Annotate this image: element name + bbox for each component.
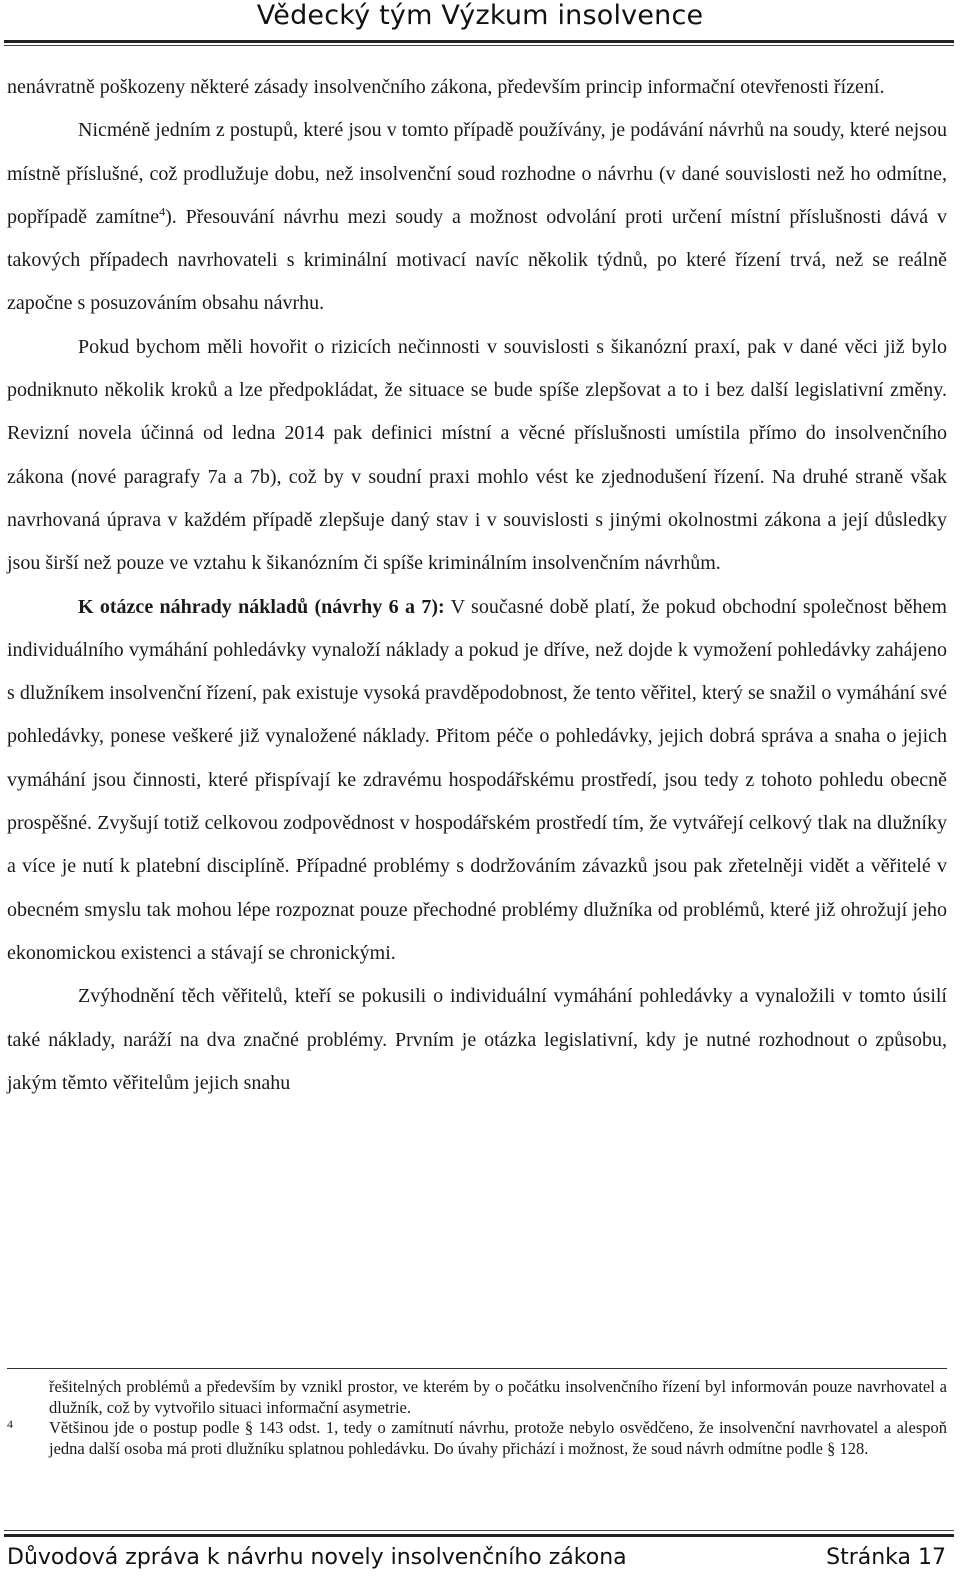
page-footer	[0, 1530, 960, 1584]
footnote-4	[7, 1418, 947, 1459]
section-heading-naklady: K otázce náhrady nákladů (návrhy 6 a 7):	[78, 595, 445, 618]
footnote-4-mark: 4	[7, 1417, 13, 1431]
footnote-4-text: Většinou jde o postup podle § 143 odst. 1, tedy o zamítnutí návrhu, protože nebylo osvědčeno, že insolvenční navrhovatel a alespoň jedna další osoba má proti dlužníku splatnou pohledávku. Do úvahy přichází i možnost, že soud návrh odmítne podle § 128.	[49, 1418, 947, 1458]
header-title: Vědecký tým Výzkum insolvence	[256, 0, 704, 31]
paragraph-2-text-b: ). Přesouvání návrhu mezi soudy a možnost odvolání proti určení místní příslušnosti dává v takových případech navrhovateli s kriminální motivací navíc několik týdnů, po které řízení trvá, než se reálně započne s posuzováním obsahu návrhu.	[7, 205, 947, 315]
footnote-separator	[7, 1368, 947, 1369]
paragraph-3-text-b: Revizní novela účinná od ledna 2014 pak definici místní a věcné příslušnosti umístila přímo do insolvenčního zákona (nové paragrafy 7a a 7b), což by v soudní praxi mohlo vést ke zjednodušení řízení.	[7, 422, 947, 488]
paragraph-3-text-a: Pokud bychom měli hovořit o rizicích nečinnosti v souvislosti s šikanózní praxí, pak v dané věci již bylo podniknuto několik kroků a lze předpokládat, že situace se bude spíše zlepšovat a to i bez další legislativní změny.	[7, 335, 947, 402]
paragraph-4	[7, 586, 947, 976]
footnotes	[7, 1377, 947, 1459]
header-rule	[4, 40, 954, 43]
footer-rule-thin	[4, 1530, 954, 1531]
paragraph-5	[7, 975, 947, 1105]
paragraph-3-text-c: Na druhé straně však navrhovaná úprava v každém případě zlepšuje daný stav i v souvislosti s jinými okolnostmi zákona a její důsledky jsou širší než pouze ve vztahu k šikanózním či spíše kriminálním insolvenčním návrhům.	[7, 465, 947, 575]
paragraph-4-text: V současné době platí, že pokud obchodní společnost během individuálního vymáhání pohledávky vynaloží náklady a pokud je dříve, než dojde k vymožení pohledávky zahájeno s dlužníkem insolvenční řízení, pak existuje vysoká pravděpodobnost, že tento věřitel, který se snažil o vymáhání své pohledávky, ponese veškeré již vynaložené náklady. Přitom péče o pohledávky, jejich dobrá správa a snaha o jejich vymáhání jsou činnosti, které přispívají ke zdravému hospodářskému prostředí, jsou tedy z tohoto pohledu obecně prospěšné. Zvyšují totiž celkovou zodpovědnost v hospodářském prostředí tím, že vytvářejí celkový tlak na dlužníky a více je nutí k platební disciplíně. Případné problémy s dodržováním závazků jsou pak zřetelněji vidět a věřitelé v obecném smyslu tak mohou lépe rozpoznat pouze přechodné problémy dlužníka od problémů, které již ohrožují jeho ekonomickou existenci a stávají se chronickými.	[7, 595, 947, 964]
header-rule-thin	[4, 45, 954, 46]
footnote-ref-4[interactable]: 4	[159, 204, 166, 219]
page-header	[0, 0, 960, 38]
paragraph-2-text-a: Nicméně jedním z postupů, které jsou v tomto případě používány, je podávání návrhů na soudy, které nejsou místně příslušné, což prodlužuje dobu, než insolvenční soud rozhodne o návrhu (v dané souvislosti než ho odmítne, popřípadě zamítne	[7, 119, 947, 228]
paragraph-5-text: Zvýhodnění těch věřitelů, kteří se pokusili o individuální vymáhání pohledávky a vynaložili v tomto úsilí také náklady, naráží na dva značné problémy. Prvním je otázka legislativní, kdy je nutné rozhodnout o způsobu, jakým těmto věřitelům jejich snahu	[7, 985, 947, 1094]
paragraph-3	[7, 326, 947, 586]
footer-document-title: Důvodová zpráva k návrhu novely insolvenčního zákona	[7, 1545, 627, 1570]
main-text	[7, 66, 947, 1105]
page-number: Stránka 17	[826, 1545, 946, 1570]
paragraph-1-text: nenávratně poškozeny některé zásady insolvenčního zákona, především princip informační otevřenosti řízení.	[7, 76, 885, 98]
footer-rule	[4, 1534, 954, 1537]
footnote-continuation-text: řešitelných problémů a především by vznikl prostor, ve kterém by o počátku insolvenčního řízení byl informován pouze navrhovatel a dlužník, což by vytvořilo situaci informační asymetrie.	[49, 1377, 947, 1417]
paragraph-1	[7, 66, 947, 109]
paragraph-2	[7, 109, 947, 325]
footnote-continuation	[7, 1377, 947, 1418]
